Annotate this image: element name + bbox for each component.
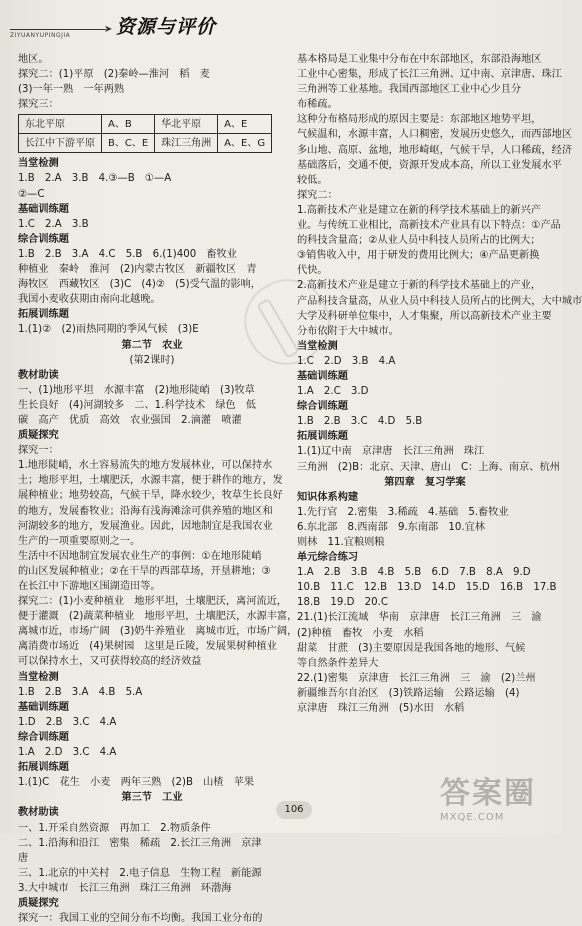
text-line: 1.高新技术产业是建立在新的科学技术基础上的新兴产 [297,204,542,216]
text-line: 1.A 2.D 3.C 4.A [18,747,117,759]
text-line: 代快。 [297,265,328,277]
text-line: 河湖较多的地方，发展渔业。因此，因地制宜是我国农业 [18,520,273,532]
text-line: 生活中不因地制宜发展农业生产的事例：①在地形陡峭 [18,550,262,562]
text-line: 22.(1)密集 京津唐 长江三角洲 三 渝 (2)兰州 [297,672,536,684]
text-line: 的科技含量高；②从业人员中科技人员所占的比例大； [297,235,541,247]
text-line: 便于灌溉 (2)蔬菜种植业 地形平坦，土壤肥沃，水源丰富， [18,611,298,623]
text-line: 探究二：(1)平原 (2)秦岭—淮河 稻 麦 [18,69,210,81]
text-line: 产品科技含量高，从业人员中科技人员所占的比例大，大中城市 [297,295,582,307]
text-line: 我国小麦收获期由南向北越晚。 [18,294,161,306]
text-line: 1.(1)辽中南 京津唐 长江三角洲 珠江 [297,446,485,458]
text-line: 1.(1)C 花生 小麦 两年三熟 (2)B 山楂 苹果 [18,777,255,789]
text-line: 业。与传统工业相比，高新技术产业具有以下特点：①产品 [297,220,561,232]
text-line: 基础落后，交通不便，资源开发成本高，所以工业发展水平 [297,159,562,171]
text-line: 探究二： [297,189,338,201]
section-heading: 当堂检测 [18,671,59,683]
stamp-url-text: MXQE.COM [440,812,505,823]
watermark-stamp [440,768,558,828]
chapter-heading: 第三节 工业 [121,792,183,804]
text-line: 生产的一项重要原则之一。 [18,535,141,547]
text-line: 离消费市场近 (4)果树园 这里是丘陵，发展果树种植业 [18,641,277,653]
header-logo [10,10,290,44]
table-cell: 珠江三角洲 [155,134,218,153]
section-heading: 教材助读 [18,369,59,381]
text-line: 1.C 2.D 3.B 4.A [297,355,396,367]
text-line: 这种分布格局形成的原因主要是：东部地区地势平坦， [297,114,542,126]
section-heading: 综合训练题 [18,233,69,245]
chapter-heading: 第二节 农业 [121,339,183,351]
text-line: 种植业 秦岭 淮河 (2)内蒙古牧区 新疆牧区 青 [18,264,257,276]
header-rule [10,29,106,30]
section-heading: 当堂检测 [18,158,59,170]
section-heading: 知识体系构建 [297,491,359,503]
right-column [297,52,582,716]
text-line: 生长良好 (4)河湖较多 二、1.科学技术 绿色 低 [18,399,257,411]
text-line: 18.B 19.D 20.C [297,597,388,609]
section-heading: 质疑探究 [18,430,59,442]
text-line: 1.先行官 2.密集 3.稀疏 4.基础 5.畜牧业 [297,506,509,518]
header-title: 资源与评价 [116,16,217,38]
text-line: 1.D 2.B 3.C 4.A [18,716,117,728]
text-line: 可以保持水土，又可获得较高的经济效益 [18,656,202,668]
text-line: 1.A 2.B 3.B 4.B 5.B 6.D 7.B 8.A 9.D [297,567,531,579]
text-line: 的山区发展种植业；②在干旱的西部草场，开垦耕地；③ [18,565,271,577]
text-line: 探究一：我国工业的空间分布不均衡。我国工业分布的 [18,913,263,925]
section-heading: 单元综合练习 [297,552,359,564]
text-line: 等自然条件差异大 [297,657,379,669]
text-line: 工业中心密集，形成了长江三角洲、辽中南、京津唐、珠江 [297,69,562,81]
table-cell: 长江中下游平原 [19,134,102,153]
text-line: 1.(1)② (2)雨热同期的季风气候 (3)E [18,324,199,336]
table-row [19,115,272,134]
text-line: 探究三： [18,99,59,111]
section-heading: 拓展训练题 [297,431,348,443]
table-cell: B、C、E [102,134,155,153]
text-line: 二、1.沿海和沿江 密集 稀疏 2.长江三角洲 京津 [18,837,262,849]
table-cell: 华北平原 [155,115,218,134]
section-heading: 基础训练题 [18,203,69,215]
text-line: 多山地、高原、盆地，地形崎岖，气候干旱，人口稀疏，经济 [297,144,573,156]
lesson-subtitle: (第2课时) [129,354,175,366]
table-cell: A、E [218,115,272,134]
text-line: 分布依附于大中城市。 [297,325,399,337]
text-line: ③销售收入中，用于研发的费用比例大；④产品更新换 [297,250,540,262]
text-line: (3)一年一熟 一年两熟 [18,84,125,96]
section-heading: 教材助读 [18,807,59,819]
text-line: 则林 11.宜粮则粮 [297,537,385,548]
text-line: 大学及科研单位集中，人才集聚，所以高新技术产业主要 [297,310,552,322]
text-line: 10.B 11.C 12.B 13.D 14.D 15.D 16.B 17.B [297,582,557,594]
text-line: 布稀疏。 [297,99,338,111]
text-line: 基本格局是工业集中分布在中东部地区，东部沿海地区 [297,54,542,65]
text-line: 一、1.开采自然资源 再加工 2.物质条件 [18,822,211,834]
text-line: 1.B 2.A 3.B 4.③—B ①—A [18,173,172,185]
text-line: 展种植业；地势较高，气候干旱，降水较少，牧草生长良好 [18,490,283,502]
text-line: 1.B 2.B 3.C 4.D 5.B [297,416,423,428]
table-cell: A、B [102,115,155,134]
table-row [19,134,272,153]
text-line: 1.A 2.C 3.D [297,386,369,398]
text-line: 在长江中下游地区围湖造田等。 [18,581,161,592]
text-line: 1.B 2.B 3.A 4.C 5.B 6.(1)400 畜牧业 [18,248,237,260]
stamp-logo-text: 答案圈 [440,776,536,811]
region-table [18,114,272,153]
text-line: ②—C [18,188,45,200]
section-heading: 当堂检测 [297,340,338,352]
text-line: 三角洲 (2)B：北京、天津、唐山 C：上海、南京、杭州 [297,461,560,473]
text-line: 新疆维吾尔自治区 (3)铁路运输 公路运输 (4) [297,687,520,699]
text-line: 较低。 [297,174,328,186]
text-line: 3.大中城市 长江三角洲 珠江三角洲 环渤海 [18,882,232,894]
text-line: 地区。 [18,54,49,65]
section-heading: 综合训练题 [18,731,69,743]
text-line: 京津唐 珠江三角洲 (5)水田 水稻 [297,703,465,715]
text-line: 的地方，发展畜牧业；沿海有浅海滩涂可供养殖的地区和 [18,505,273,517]
text-line: 三、1.北京的中关村 2.电子信息 生物工程 新能源 [18,867,262,879]
header-pinyin: ZIYUANYUPINGJIA [10,32,71,39]
text-line: (2)种植 畜牧 小麦 水稻 [297,627,424,639]
section-heading: 拓展训练题 [18,762,69,774]
table-cell: 东北平原 [19,115,102,134]
section-heading: 拓展训练题 [18,309,69,321]
text-line: 2.高新技术产业是建立于新的科学技术基础上的产业， [297,280,542,292]
section-heading: 基础训练题 [18,701,69,713]
section-heading: 基础训练题 [297,370,348,382]
text-line: 甜菜 甘蔗 (3)主要原因是我国各地的地形、气候 [297,642,526,654]
text-line: 探究二：(1)小麦种植业 地形平坦，土壤肥沃，离河流近， [18,596,288,608]
text-line: 探究一： [18,445,59,457]
text-line: 6.东北部 8.西南部 9.东南部 10.宜林 [297,521,485,533]
section-heading: 质疑探究 [18,897,59,909]
text-line: 三角洲等工业基地。我国西部地区工业中心少且分 [297,84,522,96]
chapter-heading: 第四章 复习学案 [384,476,466,488]
text-line: 21.(1)长江流域 华南 京津唐 长江三角洲 三 渝 [297,612,542,624]
text-line: 气候温和，水源丰富，人口稠密，发展历史悠久，而西部地区 [297,129,573,141]
arrow-icon: ➤ [104,24,113,35]
text-line: 碳 高产 优质 高效 农业强国 2.滴灌 喷灌 [18,414,242,426]
text-line: 唐 [18,852,29,864]
text-line: 离城市近，市场广阔 (3)奶牛养殖业 离城市近，市场广阔， [18,626,298,638]
text-line: 1.C 2.A 3.B [18,218,89,230]
text-line: 1.地形陡峭，水土容易流失的地方发展林业，可以保持水 [18,460,273,472]
text-line: 一、(1)地形平坦 水源丰富 (2)地形陡峭 (3)牧草 [18,384,255,396]
text-line: 海牧区 西藏牧区 (3)C (4)② (5)受气温的影响， [18,279,261,291]
text-line: 土；地形平坦，土壤肥沃，水源丰富，便于耕作的地方，发 [18,475,283,487]
text-line: 1.B 2.B 3.A 4.B 5.A [18,686,143,698]
table-cell: A、E、G [218,134,272,153]
section-heading: 综合训练题 [297,401,348,413]
page-number: 106 [276,801,312,819]
